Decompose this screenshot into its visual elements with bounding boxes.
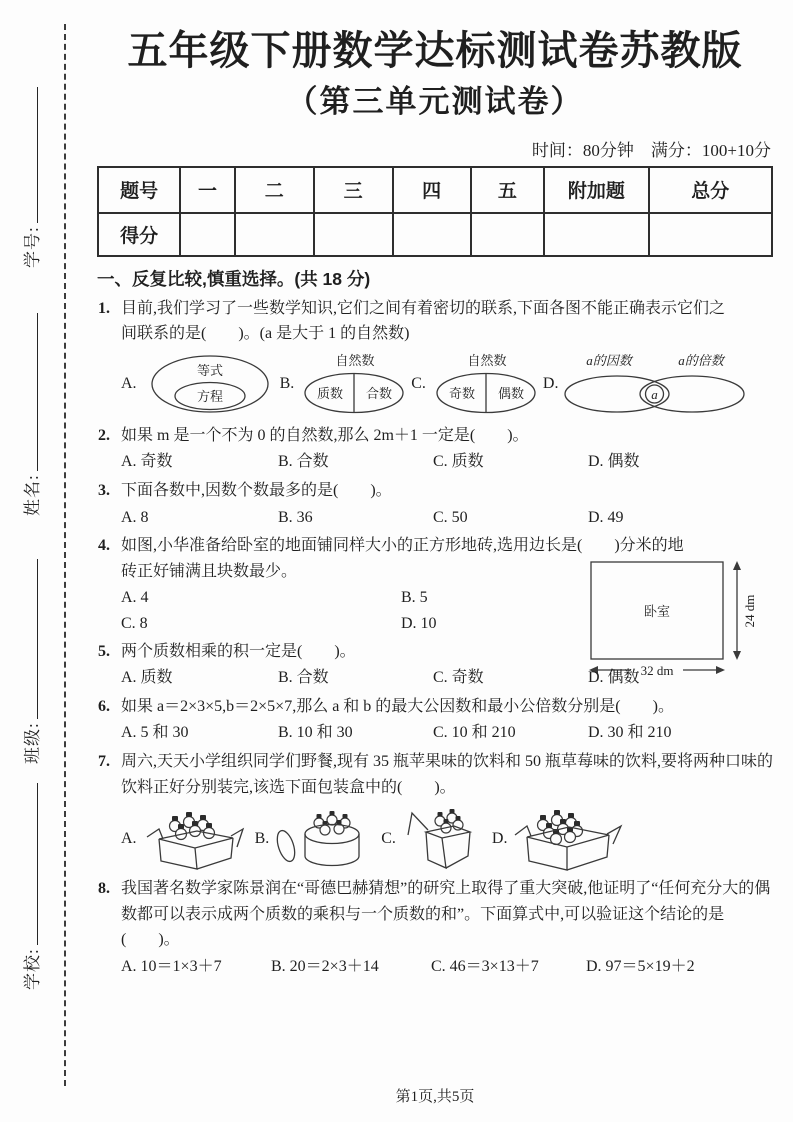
question-7-picture-options [121, 806, 773, 872]
question-7-option-d [492, 806, 626, 872]
option-item: D. 97＝5×19＋2 [586, 957, 695, 975]
question-6-number: 6. [98, 697, 110, 715]
diagram-b-right-label: 合数 [366, 385, 393, 401]
option-item: C. 10 和 210 [433, 724, 516, 742]
question-2 [97, 423, 773, 475]
room-label: 卧室 [643, 604, 671, 620]
option-item: D. 30 和 210 [588, 724, 672, 742]
question-4-stem-line2: 砖正好铺满且块数最少。 [121, 562, 298, 580]
question-7-option-a [121, 806, 249, 872]
diagram-a-outer-label: 等式 [196, 362, 223, 378]
question-1 [97, 296, 773, 416]
option-item: D. 10 [401, 614, 437, 632]
sidebar-field-school [18, 783, 43, 990]
score-input-cell[interactable] [471, 213, 544, 256]
question-7-option-b [255, 806, 376, 872]
question-1-stem: 目前,我们学习了一些数学知识,它们之间有着密切的联系,下面各图不能正确表示它们之间联系的是( )。(a 是大于 1 的自然数) [121, 299, 726, 343]
score-input-cell[interactable] [235, 213, 314, 256]
score-table-header-cell: 题号 [98, 167, 180, 213]
student-name-blank-line[interactable] [20, 313, 38, 471]
option-letter: C. [411, 375, 426, 393]
question-7-stem: 周六,天天小学组织同学们野餐,现有 35 瓶苹果味的饮料和 50 瓶草莓味的饮料,要将两种口味的饮料正好分别装完,该选下面包装盒中的( )。 [121, 752, 774, 796]
question-4-options [121, 585, 541, 636]
diagram-d-left-label: a的因数 [586, 352, 633, 368]
round-box-bottles-icon [271, 806, 375, 872]
option-item: A. 4 [121, 589, 149, 607]
question-4-number: 4. [98, 537, 110, 555]
question-1-number: 1. [98, 299, 110, 317]
option-item: C. 8 [121, 614, 148, 632]
student-id-label: 学号: [23, 226, 42, 268]
option-item: B. 5 [401, 589, 428, 607]
option-item: D. 49 [588, 508, 624, 526]
question-5-options [121, 665, 773, 691]
question-5 [97, 639, 773, 691]
option-item: B. 10 和 30 [278, 724, 353, 742]
option-item: A. 8 [121, 508, 149, 526]
question-1-option-a [121, 352, 278, 416]
score-table-header-cell: 总分 [649, 167, 772, 213]
score-table-header-cell: 三 [314, 167, 393, 213]
question-1-option-b [280, 352, 410, 416]
section-1-heading: 一、反复比较,慎重选择。(共 18 分) [97, 268, 371, 289]
score-input-cell[interactable] [544, 213, 648, 256]
diagram-d-center-label: a [651, 386, 659, 402]
student-name-label: 姓名: [23, 474, 42, 516]
score-table-header-cell: 四 [393, 167, 471, 213]
option-item: B. 合数 [278, 453, 329, 471]
option-item: A. 5 和 30 [121, 724, 189, 742]
venn-equation-diagram-icon [140, 352, 278, 416]
score-table-header-cell: 五 [471, 167, 544, 213]
question-4-stem-line1: 如图,小华准备给卧室的地面铺同样大小的正方形地砖,选用边长是( )分米的地 [121, 537, 684, 555]
diagram-b-left-label: 质数 [317, 385, 344, 401]
option-item: D. 偶数 [588, 453, 640, 471]
option-letter: D. [491, 830, 508, 848]
exam-meta: 时间：80分钟 满分：100+10分 [531, 140, 771, 160]
page-number-footer: 第1页,共5页 [395, 1089, 475, 1105]
option-item: B. 20＝2×3＋14 [271, 957, 379, 975]
question-3 [97, 478, 773, 530]
school-label: 学校: [23, 948, 42, 990]
diagram-c-right-label: 偶数 [497, 385, 524, 401]
option-letter: D. [542, 375, 559, 393]
sidebar-field-class [18, 559, 43, 764]
option-letter: B. [279, 375, 295, 393]
score-row-label: 得分 [98, 213, 180, 256]
page-title: 五年级下册数学达标测试卷苏教版 [127, 28, 743, 73]
question-3-options [121, 505, 773, 531]
question-1-option-c [411, 352, 541, 416]
question-3-stem: 下面各数中,因数个数最多的是( )。 [121, 482, 392, 500]
question-8-number: 8. [98, 880, 110, 898]
question-7-option-c [381, 806, 486, 872]
question-8 [97, 876, 773, 979]
cut-line [64, 24, 66, 1086]
option-item: B. 36 [278, 508, 313, 526]
bottom-dimension-label: 32 dm [640, 663, 674, 679]
page-subtitle: （第三单元测试卷） [286, 84, 584, 119]
option-item: C. 质数 [433, 453, 484, 471]
score-input-cell[interactable] [649, 213, 772, 256]
venn-factors-multiples-overlap-icon [561, 352, 749, 416]
class-label: 班级: [23, 722, 42, 764]
tall-box-four-bottles-icon [398, 806, 486, 872]
score-table-header-cell: 二 [235, 167, 314, 213]
diagram-b-top-label: 自然数 [335, 352, 375, 368]
option-item: C. 奇数 [433, 669, 484, 687]
option-item: A. 质数 [121, 669, 173, 687]
diagram-a-inner-label: 方程 [196, 388, 223, 404]
option-letter: B. [254, 830, 270, 848]
diagram-d-right-label: a的倍数 [678, 352, 725, 368]
option-item: A. 奇数 [121, 453, 173, 471]
question-2-options [121, 449, 773, 475]
question-5-number: 5. [98, 642, 110, 660]
option-item: C. 46＝3×13＋7 [431, 957, 539, 975]
score-table-score-row [98, 213, 772, 256]
option-item: B. 合数 [278, 669, 329, 687]
question-6 [97, 694, 773, 746]
option-item: A. 10＝1×3＋7 [121, 957, 222, 975]
question-8-options [121, 954, 773, 980]
score-table-header-row [98, 167, 772, 213]
score-table-header-cell: 一 [180, 167, 235, 213]
diagram-c-top-label: 自然数 [467, 352, 507, 368]
option-letter: A. [121, 375, 137, 393]
question-1-option-d [543, 352, 750, 416]
option-item: D. 偶数 [588, 669, 640, 687]
question-7 [97, 749, 773, 872]
question-7-number: 7. [98, 752, 110, 770]
option-letter: C. [381, 830, 396, 848]
paper-content [97, 26, 773, 983]
sidebar-field-student-id [18, 87, 43, 268]
venn-natural-numbers-prime-composite-icon [297, 352, 409, 416]
diagram-c-left-label: 奇数 [448, 385, 475, 401]
score-input-cell[interactable] [180, 213, 235, 256]
school-blank-line[interactable] [20, 783, 38, 945]
question-3-number: 3. [98, 482, 110, 500]
question-5-stem: 两个质数相乘的积一定是( )。 [121, 642, 356, 660]
carton-box-six-bottles-icon [139, 806, 249, 872]
score-input-cell[interactable] [393, 213, 471, 256]
question-2-number: 2. [98, 426, 110, 444]
option-letter: A. [121, 830, 137, 848]
question-8-stem: 我国著名数学家陈景润在“哥德巴赫猜想”的研究上取得了重大突破,他证明了“任何充分大的偶数都可以表示成两个质数的乘积与一个质数的和”。下面算式中,可以验证这个结论的是( )。 [121, 880, 771, 949]
question-6-stem: 如果 a＝2×3×5,b＝2×5×7,那么 a 和 b 的最大公因数和最小公倍数分别是( )。 [121, 697, 674, 715]
side-dimension-label: 24 dm [742, 594, 757, 628]
sidebar-field-student-name [18, 313, 43, 516]
question-6-options [121, 720, 773, 746]
student-id-blank-line[interactable] [20, 87, 38, 223]
option-item: C. 50 [433, 508, 468, 526]
venn-natural-numbers-odd-even-icon [429, 352, 541, 416]
carton-box-nine-bottles-icon [509, 806, 625, 872]
question-2-stem: 如果 m 是一个不为 0 的自然数,那么 2m＋1 一定是( )。 [121, 426, 529, 444]
question-1-diagram-options [121, 352, 773, 416]
score-input-cell[interactable] [314, 213, 393, 256]
score-table [97, 166, 773, 257]
class-blank-line[interactable] [20, 559, 38, 719]
score-table-header-cell: 附加题 [544, 167, 648, 213]
